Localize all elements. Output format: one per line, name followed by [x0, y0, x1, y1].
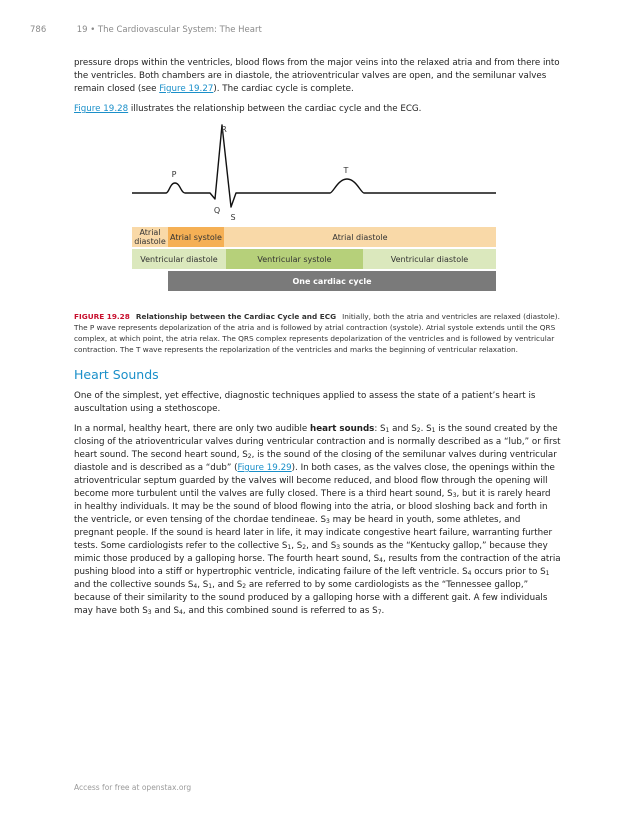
paragraph-4: In a normal, healthy heart, there are only two audible heart sounds: $S_1$ and $S_2$. $S_1$ is the sound created by the closing of the atrioventricular valves during ventricular contraction and is normally described as a “lub,” or first heart sound. The second heart sound, $S_2$, is the sound of the closing of the semilunar valves during ventricular diastole and is described as a “dub” (Figure 19.29). In both cases, as the valves close, the openings within the atrioventricular septum guarded by the valves will become reduced, and blood flow through the opening will become more turbulent until the valves are fully closed. There is a third heart sound, $S_3$, but it is rarely heard in healthy individuals. It may be the sound of blood flowing into the atria, or blood sloshing back and forth in the ventricle, or even tensing of the chordae tendineae. $S_3$ may be heard in youth, some athletes, and pregnant people. If the sound is heard later in life, it may indicate congestive heart failure, warranting further tests. Some cardiologists refer to the collective $S_1$, $S_2$, and $S_3$ sounds as the “Kentucky gallop,” because they mimic those produced by a galloping horse. The fourth heart sound, $S_4$, results from the contraction of the atria pushing blood into a stiff or hypertrophic ventricle, indicating failure of the left ventricle. $S_4$ occurs prior to $S_1$ and the collective sounds $S_4$, $S_1$, and $S_2$ are referred to by some cardiologists as the “Tennessee gallop,” because of their similarity to the sound produced by a galloping horse with a different gait. A few individuals may have both $S_3$ and $S_4$, and this combined sound is referred to as $S_7$. — [74, 424, 561, 616]
figure-caption-text: Initially, both the atria and ventricles are relaxed (diastole). The P wave represents depolarization of the atria and is followed by atrial contraction (systole). Atrial systole extends until the QRS complex, at which point, the atria relax. The QRS complex represents depolarization of the ventricles and is followed by ventricular contraction. The T wave represents the repolarization of the ventricles and marks the beginning of ventricular relaxation. — [74, 312, 560, 354]
atrial-diastole-cell: Atrial diastole — [132, 227, 168, 247]
figure-19-27-link[interactable]: Figure 19.27 — [159, 84, 214, 94]
atrial-diastole-cell: Atrial diastole — [224, 227, 496, 247]
t-wave-label: T — [343, 166, 349, 175]
atrial-phase-row — [132, 227, 496, 247]
figure-number: FIGURE 19.28 — [74, 312, 130, 321]
p-wave-label: P — [171, 170, 177, 179]
paragraph-1: pressure drops within the ventricles, blood flows from the major veins into the relaxed atria and from there into the ventricles. Both chambers are in diastole, the atrioventricular valves are open, and the semilunar valves remain closed (see Figure 19.27). The cardiac cycle is complete. — [74, 58, 560, 94]
figure-19-29-link[interactable]: Figure 19.29 — [237, 463, 292, 473]
figure-title: Relationship between the Cardiac Cycle and ECG — [135, 312, 337, 321]
atrial-systole-cell: Atrial systole — [168, 227, 224, 247]
s-wave-label: S — [230, 213, 236, 222]
figure-19-28 — [74, 123, 561, 303]
ventricular-diastole-cell: Ventricular diastole — [363, 249, 496, 269]
q-wave-label: Q — [213, 206, 221, 215]
running-title: 19 • The Cardiovascular System: The Heart — [76, 25, 262, 35]
page-footer: Access for free at openstax.org — [74, 783, 192, 792]
ventricular-diastole-cell: Ventricular diastole — [132, 249, 226, 269]
ecg-trace — [74, 123, 561, 227]
page-content — [74, 57, 561, 625]
ecg-waveform — [132, 125, 496, 207]
cardiac-cycle-row — [168, 271, 496, 291]
figure-19-28-link[interactable]: Figure 19.28 — [74, 104, 129, 114]
ventricular-systole-cell: Ventricular systole — [226, 249, 363, 269]
heart-sounds-term: heart sounds — [310, 424, 375, 434]
section-heading: Heart Sounds — [74, 367, 159, 382]
paragraph-3: One of the simplest, yet effective, diagnostic techniques applied to assess the state of a patient’s heart is auscultation using a stethoscope. — [74, 391, 536, 414]
page-number: 786 — [30, 25, 47, 35]
r-wave-label: R — [221, 125, 227, 134]
paragraph-2: Figure 19.28 illustrates the relationship between the cardiac cycle and the ECG. — [74, 104, 422, 114]
page-header — [30, 25, 262, 35]
one-cardiac-cycle-bar: One cardiac cycle — [168, 271, 496, 291]
figure-caption — [74, 311, 561, 355]
ventricular-phase-row — [132, 249, 496, 269]
